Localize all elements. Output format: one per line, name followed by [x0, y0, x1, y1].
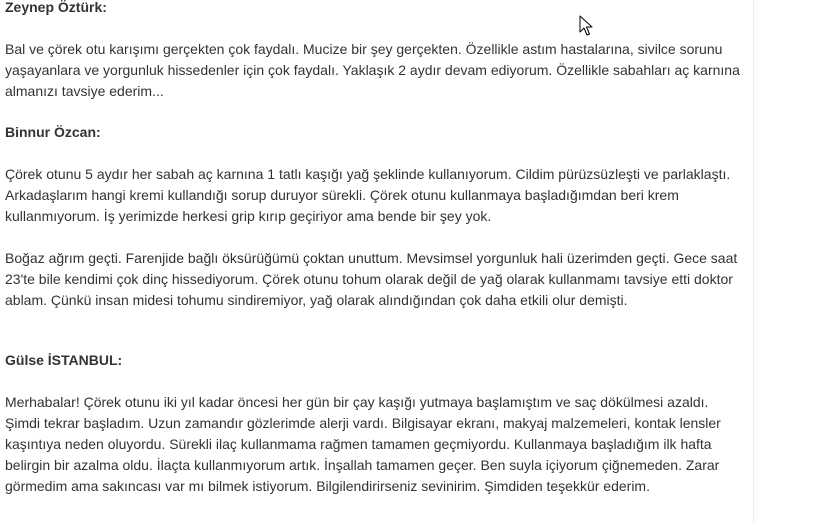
spacer — [5, 371, 745, 392]
comment-text: Çörek otunu 5 aydır her sabah aç karnına 1 tatlı kaşığı yağ şeklinde kullanıyorum. Cildim pürüzsüzleşti ve parlaklaştı. Arkadaşlarım hangi kremi kullandığı sorup duruyor sürekli. Çörek otunu kullanmaya başladığımdan beri krem kullanmıyorum. İş yerimizde herkesi grip kırıp geçiriyor ama bende bir şey yok. — [5, 166, 731, 224]
comment-author: Zeynep Öztürk: — [5, 0, 107, 15]
comment-author: Gülse İSTANBUL: — [5, 352, 123, 368]
comment-text: Bal ve çörek otu karışımı gerçekten çok faydalı. Mucize bir şey gerçekten. Özellikle astım hastalarına, sivilce sorunu yaşayanlara ve yorgunluk hissedenler için çok faydalı. Yaklaşık 2 aydır devam ediyorum. Özellikle sabahları aç karnına almanızı tavsiye ederim... — [5, 41, 740, 99]
comment-block — [5, 122, 745, 227]
comment-block — [5, 0, 745, 102]
comment-block — [5, 350, 745, 497]
comment-text: Merhabalar! Çörek otunu iki yıl kadar öncesi her gün bir çay kaşığı yutmaya başlamıştım ve saç dökülmesi azaldı. Şimdi tekrar başladım. Uzun zamandır gözlerimde alerji vardı. Bilgisayar ekranı, makyaj malzemeleri, kontak lensler kaşıntıya neden oluyordu. Sürekli ilaç kullanmama rağmen tamamen geçmiyordu. Kullanmaya başladığım ilk hafta belirgin bir azalma oldu. İlaçta kullanmıyorum artık. İnşallah tamamen geçer. Ben suyla içiyorum çiğnemeden. Zarar görmedim ama sakıncası var mı bilmek istiyorum. Bilgilendirirseniz sevinirim. Şimdiden teşekkür ederim. — [5, 394, 721, 494]
comment-text: Boğaz ağrım geçti. Farenjide bağlı öksürüğümü çoktan unuttum. Mevsimsel yorgunluk hali üzerimden geçti. Gece saat 23'te bile kendimi çok dinç hissediyorum. Çörek otunu tohum olarak değil de yağ olarak kullanmamı tavsiye etti doktor ablam. Çünkü insan midesi tohumu sindiremiyor, yağ olarak alındığından çok daha etkili olur demişti. — [5, 250, 738, 308]
spacer — [5, 18, 745, 39]
comment-block — [5, 248, 745, 311]
sidebar-divider — [753, 0, 754, 523]
mouse-pointer-icon — [579, 15, 593, 37]
spacer — [5, 143, 745, 164]
comment-author: Binnur Özcan: — [5, 124, 101, 140]
